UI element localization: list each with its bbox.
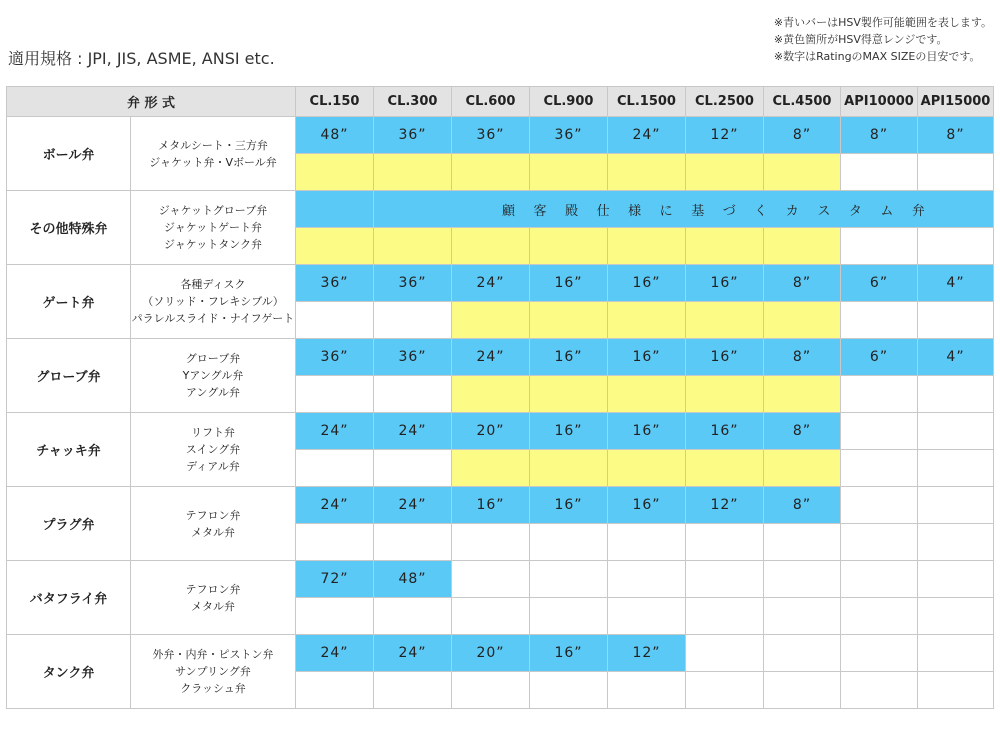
rating-cell: 4” — [918, 265, 994, 302]
empty-cell — [918, 635, 994, 672]
empty-cell — [918, 672, 994, 709]
custom-valve-char: 様 — [628, 203, 642, 219]
description-line: パラレルスライド・ナイフゲート — [131, 312, 295, 325]
table-row — [7, 413, 994, 450]
specialty-range-cell — [452, 154, 530, 191]
col-header: CL.900 — [530, 87, 608, 117]
empty-cell — [764, 561, 841, 598]
empty-cell — [608, 598, 686, 635]
rating-cell: 8” — [764, 339, 841, 376]
note-max-size: ※数字はRatingのMAX SIZEの目安です。 — [773, 50, 981, 63]
empty-cell — [374, 598, 452, 635]
rating-cell: 16” — [686, 265, 764, 302]
empty-cell — [686, 561, 764, 598]
table-body — [7, 117, 994, 709]
empty-cell — [841, 672, 918, 709]
rating-cell: 16” — [608, 265, 686, 302]
empty-cell — [686, 672, 764, 709]
empty-cell — [918, 154, 994, 191]
valve-description — [131, 339, 296, 413]
description-line: メタル弁 — [191, 525, 235, 539]
empty-cell — [296, 598, 374, 635]
rating-cell: 16” — [686, 339, 764, 376]
empty-cell — [918, 598, 994, 635]
specialty-range-cell — [686, 154, 764, 191]
rating-cell: 8” — [764, 413, 841, 450]
table-row — [7, 635, 994, 672]
rating-cell: 24” — [374, 413, 452, 450]
description-line: 外弁・内弁・ピストン弁 — [152, 648, 274, 661]
rating-cell: 36” — [374, 265, 452, 302]
rating-cell: 16” — [608, 487, 686, 524]
valve-description — [131, 487, 296, 561]
rating-cell: 24” — [608, 117, 686, 154]
table-row — [7, 117, 994, 154]
empty-cell — [764, 672, 841, 709]
valve-description — [131, 635, 296, 709]
empty-cell — [374, 524, 452, 561]
empty-cell — [452, 598, 530, 635]
valve-rating-table — [6, 86, 994, 709]
rating-cell: 48” — [296, 117, 374, 154]
valve-type-label: ボール弁 — [7, 117, 131, 191]
rating-cell: 6” — [841, 339, 918, 376]
empty-cell — [841, 524, 918, 561]
rating-cell: 24” — [374, 635, 452, 672]
custom-valve-char: 基 — [691, 203, 705, 219]
description-line: テフロン弁 — [185, 582, 241, 596]
empty-cell — [841, 376, 918, 413]
empty-cell — [841, 228, 918, 265]
empty-cell — [918, 302, 994, 339]
custom-valve-char: 殿 — [565, 203, 579, 219]
table-row — [7, 339, 994, 376]
custom-valve-char: に — [659, 203, 673, 219]
description-line: ジャケットゲート弁 — [163, 221, 262, 234]
empty-cell — [452, 672, 530, 709]
valve-description — [131, 191, 296, 265]
rating-cell: 24” — [452, 265, 530, 302]
col-header: CL.1500 — [608, 87, 686, 117]
description-line: Yアングル弁 — [182, 369, 244, 382]
table-row — [7, 561, 994, 598]
empty-cell — [764, 598, 841, 635]
custom-valve-char: く — [754, 203, 768, 219]
rating-cell: 8” — [918, 117, 994, 154]
specialty-range-cell — [764, 302, 841, 339]
custom-valve-char: 仕 — [596, 203, 610, 219]
valve-type-label: プラグ弁 — [7, 487, 131, 561]
empty-cell — [608, 561, 686, 598]
empty-cell — [764, 635, 841, 672]
rating-cell: 24” — [374, 487, 452, 524]
empty-cell — [841, 561, 918, 598]
empty-cell — [918, 450, 994, 487]
col-header: CL.150 — [296, 87, 374, 117]
rating-cell: 36” — [374, 117, 452, 154]
specialty-range-cell — [452, 228, 530, 265]
rating-cell: 4” — [918, 339, 994, 376]
custom-valve-char: タ — [848, 203, 862, 219]
valve-type-label: グローブ弁 — [7, 339, 131, 413]
empty-cell — [530, 598, 608, 635]
specialty-range-cell — [374, 228, 452, 265]
empty-cell — [530, 524, 608, 561]
col-header: CL.600 — [452, 87, 530, 117]
specialty-range-cell — [374, 154, 452, 191]
empty-cell — [374, 376, 452, 413]
specialty-range-cell — [530, 154, 608, 191]
empty-cell — [296, 524, 374, 561]
empty-cell — [452, 524, 530, 561]
description-line: メタル弁 — [191, 599, 235, 613]
specialty-range-cell — [764, 376, 841, 413]
valve-type-label: ゲート弁 — [7, 265, 131, 339]
specialty-range-cell — [608, 302, 686, 339]
rating-cell: 24” — [296, 413, 374, 450]
valve-type-label: チャッキ弁 — [7, 413, 131, 487]
table-row — [7, 487, 994, 524]
specialty-range-cell — [530, 376, 608, 413]
specialty-range-cell — [296, 228, 374, 265]
note-yellow-range: ※黄色箇所がHSV得意レンジです。 — [773, 33, 948, 46]
notes-block — [774, 14, 992, 65]
custom-valve-char: づ — [722, 203, 736, 219]
specialty-range-cell — [452, 302, 530, 339]
applicable-standards: 適用規格 : JPI, JIS, ASME, ANSI etc. — [8, 49, 275, 68]
custom-valve-char: カ — [785, 203, 799, 219]
empty-cell — [686, 598, 764, 635]
rating-cell: 24” — [296, 487, 374, 524]
rating-cell: 72” — [296, 561, 374, 598]
specialty-range-cell — [452, 450, 530, 487]
description-line: 各種ディスク — [180, 278, 246, 291]
rating-cell: 20” — [452, 413, 530, 450]
description-line: アングル弁 — [185, 386, 240, 399]
valve-description — [131, 117, 296, 191]
custom-valve-bar — [374, 191, 994, 228]
rating-cell: 16” — [608, 339, 686, 376]
specialty-range-cell — [764, 228, 841, 265]
rating-cell: 16” — [608, 413, 686, 450]
rating-cell: 16” — [530, 413, 608, 450]
empty-cell — [841, 413, 918, 450]
empty-cell — [686, 524, 764, 561]
empty-cell — [686, 635, 764, 672]
empty-cell — [841, 154, 918, 191]
specialty-range-cell — [686, 302, 764, 339]
empty-cell — [608, 524, 686, 561]
empty-cell — [374, 302, 452, 339]
header-valve-type: 弁 形 式 — [7, 87, 296, 117]
rating-cell: 8” — [841, 117, 918, 154]
empty-cell — [918, 228, 994, 265]
col-header: CL.2500 — [686, 87, 764, 117]
specialty-range-cell — [686, 450, 764, 487]
specialty-range-cell — [608, 228, 686, 265]
specialty-range-cell — [296, 154, 374, 191]
rating-cell: 36” — [374, 339, 452, 376]
empty-cell — [530, 561, 608, 598]
col-header: API15000 — [918, 87, 994, 117]
specialty-range-cell — [764, 450, 841, 487]
custom-valve-char: ム — [880, 203, 894, 219]
rating-cell — [296, 191, 374, 228]
empty-cell — [841, 598, 918, 635]
valve-description — [131, 413, 296, 487]
specialty-range-cell — [530, 302, 608, 339]
custom-valve-char: ス — [817, 203, 831, 219]
rating-cell: 16” — [530, 339, 608, 376]
custom-valve-char: 客 — [533, 203, 547, 219]
rating-cell: 16” — [530, 487, 608, 524]
empty-cell — [764, 524, 841, 561]
custom-valve-char: 弁 — [911, 203, 925, 219]
empty-cell — [296, 450, 374, 487]
description-line: ジャケットグローブ弁 — [158, 204, 268, 217]
rating-cell: 16” — [530, 265, 608, 302]
rating-cell: 36” — [296, 339, 374, 376]
table-row — [7, 191, 994, 228]
note-blue-bar: ※青いバーはHSV製作可能範囲を表します。 — [773, 16, 992, 29]
rating-cell: 36” — [452, 117, 530, 154]
valve-type-label: タンク弁 — [7, 635, 131, 709]
empty-cell — [918, 524, 994, 561]
empty-cell — [918, 487, 994, 524]
empty-cell — [296, 672, 374, 709]
rating-cell: 48” — [374, 561, 452, 598]
valve-description — [131, 561, 296, 635]
rating-cell: 36” — [296, 265, 374, 302]
description-line: サンプリング弁 — [175, 665, 251, 678]
empty-cell — [296, 302, 374, 339]
specialty-range-cell — [530, 228, 608, 265]
description-line: ジャケット弁・Vボール弁 — [149, 155, 277, 169]
empty-cell — [374, 672, 452, 709]
valve-type-label: その他特殊弁 — [7, 191, 131, 265]
header-row — [7, 87, 994, 117]
empty-cell — [841, 450, 918, 487]
rating-cell: 8” — [764, 265, 841, 302]
specialty-range-cell — [686, 376, 764, 413]
rating-cell: 12” — [686, 117, 764, 154]
specialty-range-cell — [608, 154, 686, 191]
description-line: （ソリッド・フレキシブル） — [142, 295, 284, 308]
rating-cell: 8” — [764, 487, 841, 524]
rating-cell: 16” — [530, 635, 608, 672]
rating-cell: 24” — [296, 635, 374, 672]
col-header: CL.300 — [374, 87, 452, 117]
rating-cell: 36” — [530, 117, 608, 154]
specialty-range-cell — [452, 376, 530, 413]
empty-cell — [374, 450, 452, 487]
empty-cell — [918, 413, 994, 450]
rating-cell: 12” — [686, 487, 764, 524]
table-row — [7, 265, 994, 302]
description-line: メタルシート・三方弁 — [158, 138, 268, 152]
empty-cell — [841, 302, 918, 339]
empty-cell — [530, 672, 608, 709]
col-header: API10000 — [841, 87, 918, 117]
rating-cell: 24” — [452, 339, 530, 376]
rating-cell: 6” — [841, 265, 918, 302]
empty-cell — [841, 487, 918, 524]
description-line: グローブ弁 — [185, 352, 241, 365]
specialty-range-cell — [608, 450, 686, 487]
empty-cell — [918, 561, 994, 598]
description-line: ジャケットタンク弁 — [163, 238, 262, 251]
description-line: ディアル弁 — [186, 460, 240, 473]
rating-cell: 16” — [686, 413, 764, 450]
empty-cell — [608, 672, 686, 709]
rating-cell: 20” — [452, 635, 530, 672]
description-line: リフト弁 — [191, 426, 235, 439]
rating-cell: 12” — [608, 635, 686, 672]
specialty-range-cell — [764, 154, 841, 191]
specialty-range-cell — [608, 376, 686, 413]
empty-cell — [841, 635, 918, 672]
description-line: スイング弁 — [185, 443, 241, 456]
specialty-range-cell — [530, 450, 608, 487]
specialty-range-cell — [686, 228, 764, 265]
empty-cell — [296, 376, 374, 413]
valve-type-label: バタフライ弁 — [7, 561, 131, 635]
empty-cell — [452, 561, 530, 598]
rating-cell: 16” — [452, 487, 530, 524]
custom-valve-text — [374, 200, 993, 219]
custom-valve-char: 顧 — [502, 203, 516, 219]
empty-cell — [918, 376, 994, 413]
description-line: テフロン弁 — [185, 508, 241, 522]
description-line: クラッシュ弁 — [180, 682, 246, 695]
rating-cell: 8” — [764, 117, 841, 154]
col-header: CL.4500 — [764, 87, 841, 117]
valve-description — [131, 265, 296, 339]
